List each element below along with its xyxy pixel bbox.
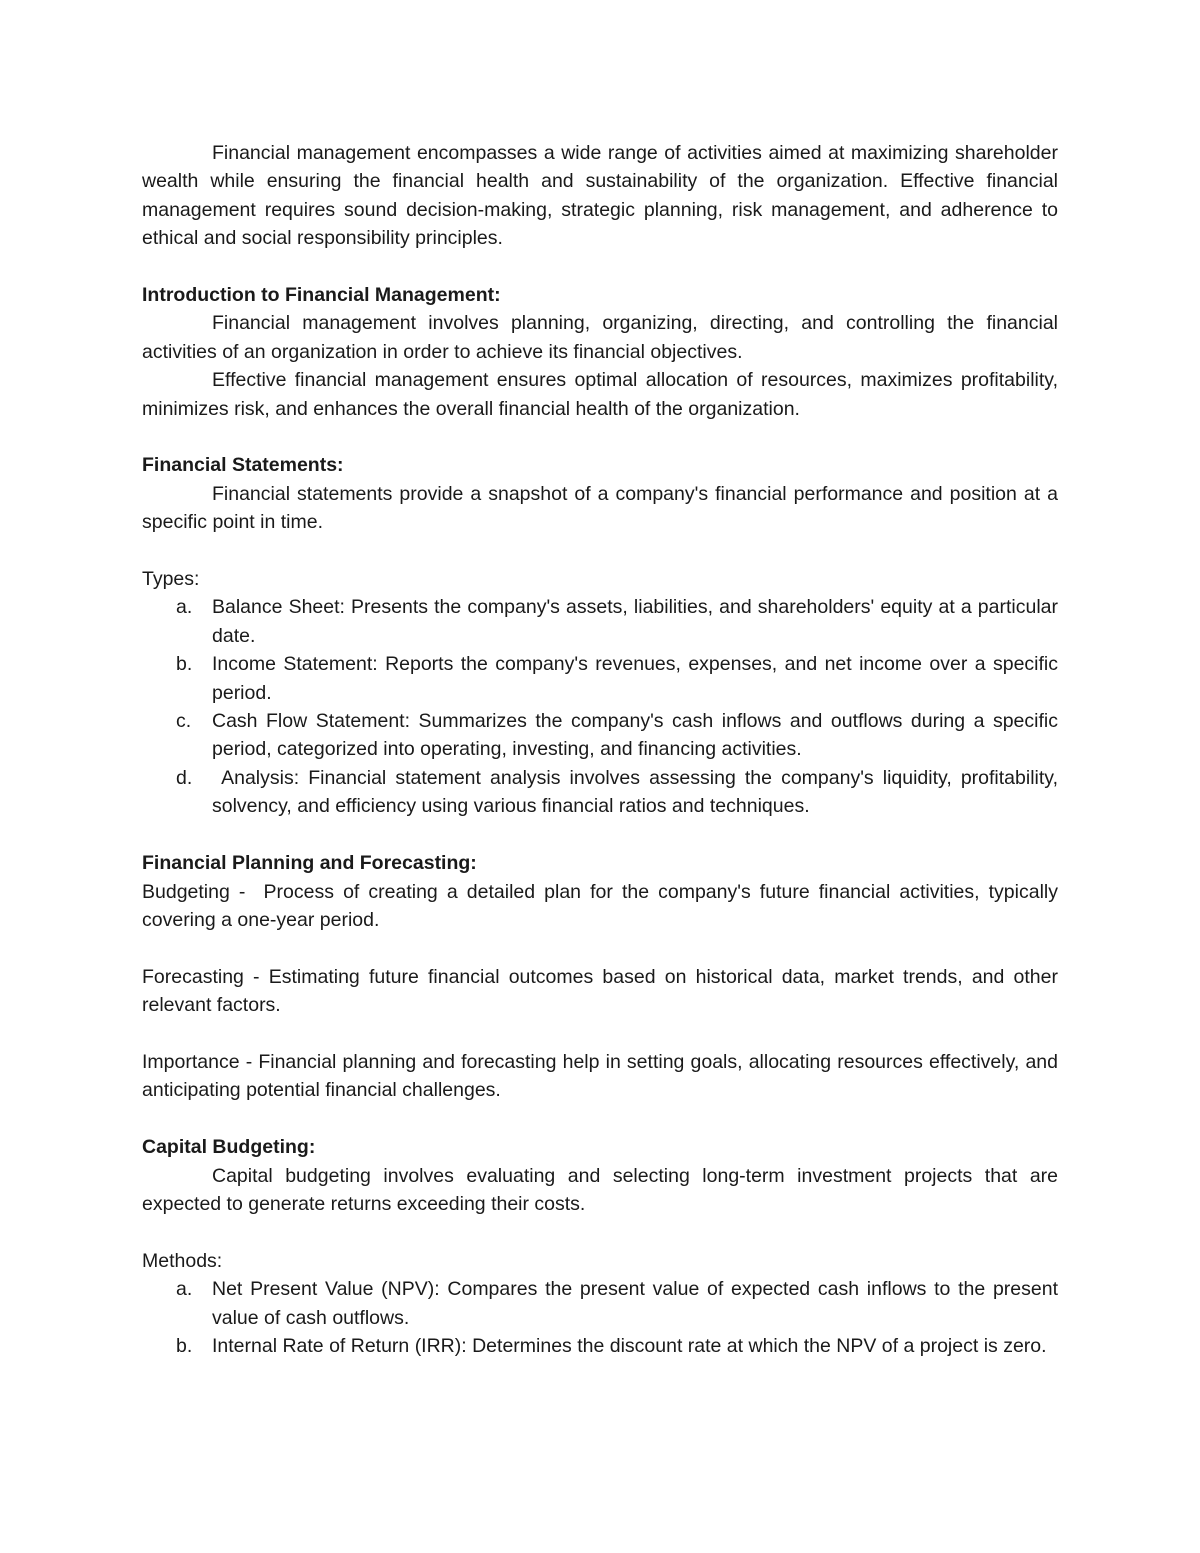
list-marker: a. [176, 1278, 193, 1301]
list-marker: d. [176, 766, 193, 789]
list-item-text: Analysis: Financial statement analysis involves assessing the company's liquidity, profitability, solvency, and efficiency using various financial ratios and techniques. [212, 766, 1064, 818]
list-marker: a. [176, 596, 193, 619]
section-heading-planning-forecasting: Financial Planning and Forecasting: [142, 852, 477, 875]
forecasting-paragraph: Forecasting - Estimating future financial outcomes based on historical data, market trends, and other relevant factors. [142, 965, 1058, 1017]
spacer [142, 934, 1058, 962]
section-heading-capital-budgeting: Capital Budgeting: [142, 1136, 316, 1159]
list-item-text: Balance Sheet: Presents the company's assets, liabilities, and shareholders' equity at a particular date. [212, 596, 1058, 647]
spacer [142, 423, 1058, 451]
list-marker: c. [176, 710, 192, 733]
budgeting-paragraph: Budgeting - Process of creating a detailed plan for the company's future financial activities, typically covering a one-year period. [142, 880, 1064, 931]
list-item [142, 707, 1058, 764]
section-heading-financial-statements: Financial Statements: [142, 454, 344, 477]
introduction-paragraph-1: Financial management involves planning, organizing, directing, and controlling the financial activities of an organization in order to achieve its financial objectives. [142, 312, 1058, 363]
list-item [142, 650, 1058, 707]
list-item [142, 1332, 1058, 1360]
list-item-text: Net Present Value (NPV): Compares the present value of expected cash inflows to the present value of cash outflows. [212, 1278, 1058, 1329]
spacer [142, 1020, 1058, 1048]
spacer [142, 821, 1058, 849]
list-item [142, 1275, 1058, 1332]
spacer [142, 1105, 1058, 1133]
spacer [142, 537, 1058, 565]
list-item [142, 764, 1064, 821]
list-item-text: Income Statement: Reports the company's revenues, expenses, and net income over a specific period. [212, 653, 1058, 704]
capital-budgeting-paragraph: Capital budgeting involves evaluating and selecting long-term investment projects that are expected to generate returns exceeding their costs. [142, 1164, 1058, 1215]
list-item-text: Internal Rate of Return (IRR): Determines the discount rate at which the NPV of a project is zero. [212, 1334, 1047, 1357]
types-list [142, 593, 1064, 820]
intro-paragraph: Financial management encompasses a wide range of activities aimed at maximizing shareholder wealth while ensuring the financial health and sustainability of the organization. Effective financial management requires sound decision-making, strategic planning, risk management, and adherence to ethical and social responsibility principles. [142, 142, 1058, 250]
list-marker: b. [176, 653, 193, 676]
financial-statements-paragraph: Financial statements provide a snapshot of a company's financial performance and position at a specific point in time. [142, 482, 1058, 534]
list-item-text: Cash Flow Statement: Summarizes the company's cash inflows and outflows during a specific period, categorized into operating, investing, and financing activities. [212, 710, 1058, 761]
methods-label: Methods: [142, 1249, 223, 1272]
document-page [142, 139, 1064, 1360]
section-heading-introduction: Introduction to Financial Management: [142, 284, 501, 307]
spacer [142, 253, 1058, 281]
importance-paragraph: Importance - Financial planning and forecasting help in setting goals, allocating resources effectively, and anticipating potential financial challenges. [142, 1050, 1058, 1102]
introduction-paragraph-2: Effective financial management ensures optimal allocation of resources, maximizes profitability, minimizes risk, and enhances the overall financial health of the organization. [142, 369, 1058, 420]
list-item [142, 593, 1058, 650]
types-label: Types: [142, 568, 200, 591]
list-marker: b. [176, 1334, 193, 1357]
methods-list [142, 1275, 1058, 1360]
spacer [142, 1218, 1058, 1246]
